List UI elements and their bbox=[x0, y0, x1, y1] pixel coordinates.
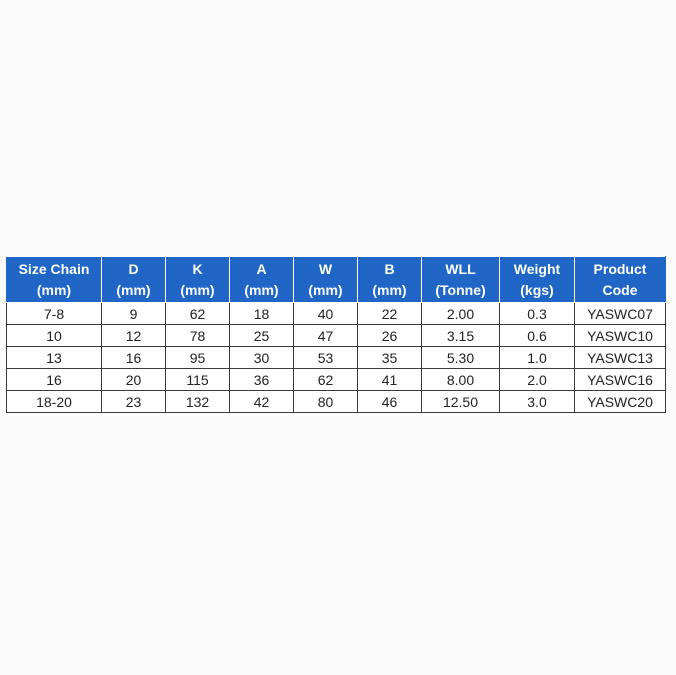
cell-size-chain: 16 bbox=[7, 369, 102, 391]
cell-size-chain: 7-8 bbox=[7, 303, 102, 325]
cell-product-code: YASWC10 bbox=[575, 325, 666, 347]
cell-d: 20 bbox=[102, 369, 166, 391]
cell-wll: 12.50 bbox=[422, 391, 500, 413]
header-b: B (mm) bbox=[358, 257, 422, 303]
cell-a: 42 bbox=[230, 391, 294, 413]
header-size-chain: Size Chain (mm) bbox=[7, 257, 102, 303]
cell-b: 22 bbox=[358, 303, 422, 325]
cell-a: 18 bbox=[230, 303, 294, 325]
cell-w: 53 bbox=[294, 347, 358, 369]
cell-product-code: YASWC13 bbox=[575, 347, 666, 369]
table-row bbox=[7, 347, 666, 369]
cell-w: 47 bbox=[294, 325, 358, 347]
header-d: D (mm) bbox=[102, 257, 166, 303]
header-weight: Weight (kgs) bbox=[500, 257, 575, 303]
spec-table bbox=[6, 256, 666, 413]
cell-product-code: YASWC16 bbox=[575, 369, 666, 391]
cell-wll: 3.15 bbox=[422, 325, 500, 347]
header-k: K (mm) bbox=[166, 257, 230, 303]
header-w: W (mm) bbox=[294, 257, 358, 303]
cell-weight: 0.3 bbox=[500, 303, 575, 325]
cell-size-chain: 10 bbox=[7, 325, 102, 347]
cell-wll: 5.30 bbox=[422, 347, 500, 369]
cell-weight: 0.6 bbox=[500, 325, 575, 347]
cell-w: 80 bbox=[294, 391, 358, 413]
cell-d: 9 bbox=[102, 303, 166, 325]
cell-d: 23 bbox=[102, 391, 166, 413]
table-row bbox=[7, 325, 666, 347]
cell-w: 40 bbox=[294, 303, 358, 325]
cell-d: 12 bbox=[102, 325, 166, 347]
cell-product-code: YASWC07 bbox=[575, 303, 666, 325]
cell-k: 95 bbox=[166, 347, 230, 369]
cell-size-chain: 18-20 bbox=[7, 391, 102, 413]
cell-weight: 3.0 bbox=[500, 391, 575, 413]
cell-b: 46 bbox=[358, 391, 422, 413]
table-row bbox=[7, 369, 666, 391]
table-row bbox=[7, 303, 666, 325]
cell-size-chain: 13 bbox=[7, 347, 102, 369]
cell-b: 41 bbox=[358, 369, 422, 391]
cell-weight: 1.0 bbox=[500, 347, 575, 369]
cell-wll: 8.00 bbox=[422, 369, 500, 391]
cell-w: 62 bbox=[294, 369, 358, 391]
cell-b: 35 bbox=[358, 347, 422, 369]
table-row bbox=[7, 391, 666, 413]
cell-a: 25 bbox=[230, 325, 294, 347]
header-wll: WLL (Tonne) bbox=[422, 257, 500, 303]
cell-weight: 2.0 bbox=[500, 369, 575, 391]
cell-k: 62 bbox=[166, 303, 230, 325]
cell-a: 30 bbox=[230, 347, 294, 369]
cell-product-code: YASWC20 bbox=[575, 391, 666, 413]
cell-a: 36 bbox=[230, 369, 294, 391]
cell-wll: 2.00 bbox=[422, 303, 500, 325]
cell-k: 115 bbox=[166, 369, 230, 391]
cell-d: 16 bbox=[102, 347, 166, 369]
cell-k: 78 bbox=[166, 325, 230, 347]
header-product-code: Product Code bbox=[575, 257, 666, 303]
cell-b: 26 bbox=[358, 325, 422, 347]
cell-k: 132 bbox=[166, 391, 230, 413]
header-a: A (mm) bbox=[230, 257, 294, 303]
table-header-row bbox=[7, 257, 666, 303]
